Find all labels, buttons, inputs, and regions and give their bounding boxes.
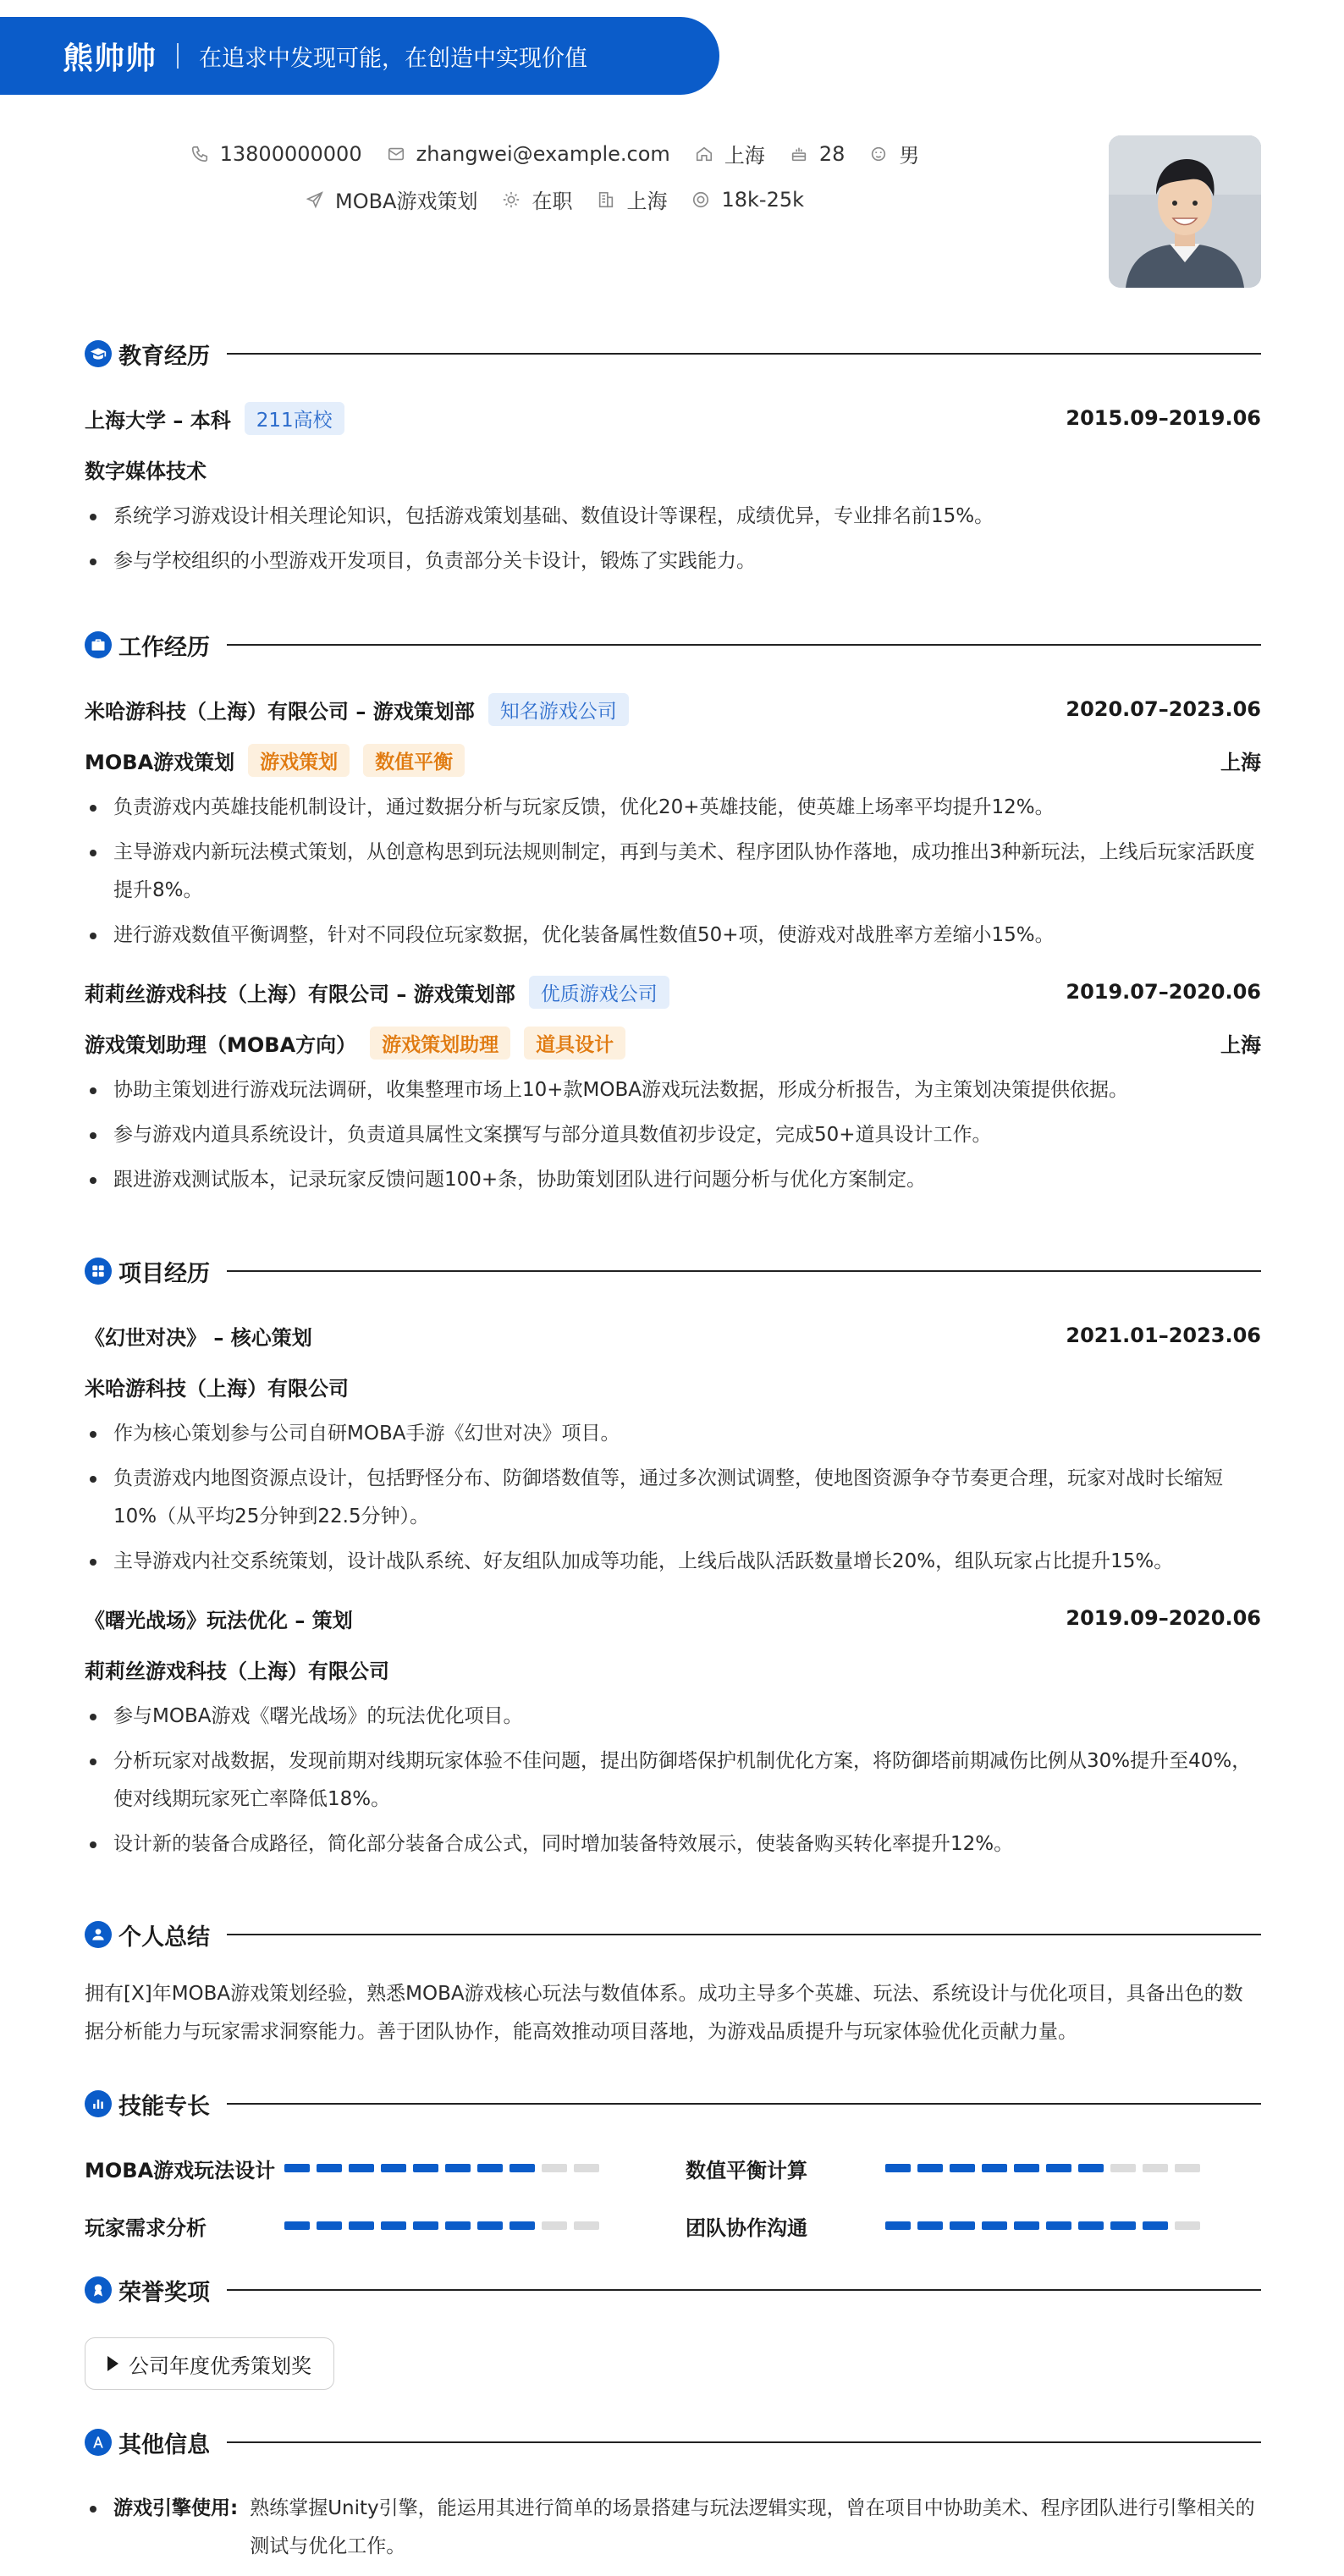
skill-segment bbox=[1078, 2164, 1104, 2172]
candidate-name: 熊帅帅 bbox=[63, 41, 157, 76]
skill-segment bbox=[1046, 2221, 1071, 2230]
banner-divider bbox=[177, 43, 179, 69]
skill-segment bbox=[1110, 2164, 1136, 2172]
skill-level-bar bbox=[885, 2164, 1200, 2172]
skill-segment bbox=[413, 2221, 438, 2230]
skill-segment bbox=[1175, 2221, 1200, 2230]
contact-text: 男 bbox=[899, 144, 920, 168]
skill-segment bbox=[542, 2164, 567, 2172]
user-icon bbox=[85, 1921, 112, 1948]
contact-text: 13800000000 bbox=[219, 141, 362, 166]
section-divider bbox=[227, 1934, 1261, 1935]
entry-header bbox=[85, 975, 1261, 1009]
skill-item bbox=[85, 2151, 686, 2185]
list-item: 主导游戏内新玩法模式策划，从创意构思到玩法规则制定，再到与美术、程序团队协作落地，成功推出3种新玩法，上线后玩家活跃度提升8%。 bbox=[85, 834, 1261, 910]
skill-segment bbox=[917, 2164, 943, 2172]
contact-salary bbox=[691, 188, 804, 212]
list-item: 跟进游戏测试版本，记录玩家反馈问题100+条，协助策划团队进行问题分析与优化方案制定。 bbox=[85, 1161, 1261, 1199]
skill-segment bbox=[445, 2164, 471, 2172]
list-item: 主导游戏内社交系统策划，设计战队系统、好友组队加成等功能，上线后战队活跃数量增长20%，组队玩家占比提升15%。 bbox=[85, 1543, 1261, 1581]
contact-position bbox=[305, 184, 477, 214]
list-item bbox=[85, 2490, 1261, 2566]
contact-text: zhangwei@example.com bbox=[416, 141, 670, 166]
entry-date: 2019.07–2020.06 bbox=[1066, 980, 1261, 1004]
section-divider bbox=[227, 2289, 1261, 2291]
contact-row-2 bbox=[0, 184, 1109, 214]
contact-work-city bbox=[596, 184, 667, 214]
role-tag: 数值平衡 bbox=[363, 744, 465, 777]
skill-segment bbox=[950, 2221, 975, 2230]
work-entry bbox=[85, 692, 1261, 955]
list-item: 参与MOBA游戏《曙光战场》的玩法优化项目。 bbox=[85, 1698, 1261, 1736]
list-item: 协助主策划进行游戏玩法调研，收集整理市场上10+款MOBA游戏玩法数据，形成分析报告，为主策划决策提供依据。 bbox=[85, 1071, 1261, 1109]
skill-segment bbox=[1143, 2221, 1168, 2230]
entry-subheader bbox=[85, 1026, 1261, 1060]
skill-segment bbox=[574, 2164, 599, 2172]
skill-name: 团队协作沟通 bbox=[686, 2215, 807, 2240]
text-a-icon bbox=[85, 2429, 112, 2456]
section-title bbox=[85, 1254, 1261, 1288]
skill-segment bbox=[317, 2164, 342, 2172]
skill-segment bbox=[1110, 2221, 1136, 2230]
list-item: 负责游戏内英雄技能机制设计，通过数据分析与玩家反馈，优化20+英雄技能，使英雄上场率平均提升12%。 bbox=[85, 789, 1261, 827]
contact-city bbox=[694, 139, 765, 168]
send-icon bbox=[305, 190, 325, 210]
education-section bbox=[85, 337, 1261, 581]
play-icon bbox=[107, 2356, 118, 2371]
other-bullets bbox=[85, 2490, 1261, 2566]
contact-gender bbox=[868, 139, 919, 168]
building-icon bbox=[596, 190, 616, 210]
skills-section bbox=[85, 2087, 1261, 2243]
contact-text: MOBA游戏策划 bbox=[334, 190, 478, 213]
work-section bbox=[85, 628, 1261, 1199]
education-entry bbox=[85, 401, 1261, 581]
skill-segment bbox=[317, 2221, 342, 2230]
project-bullets bbox=[85, 1698, 1261, 1863]
avatar bbox=[1109, 135, 1261, 288]
section-divider bbox=[227, 353, 1261, 355]
section-divider bbox=[227, 2103, 1261, 2105]
other-key: 游戏引擎使用: bbox=[113, 2497, 239, 2519]
project-entry bbox=[85, 1601, 1261, 1863]
company-tag: 知名游戏公司 bbox=[488, 693, 629, 726]
skill-segment bbox=[1143, 2164, 1168, 2172]
skill-segment bbox=[413, 2164, 438, 2172]
skill-item bbox=[686, 2209, 1261, 2243]
entry-subheader bbox=[85, 1369, 1261, 1403]
phone-icon bbox=[190, 144, 210, 164]
projects-section bbox=[85, 1254, 1261, 1863]
awards-section bbox=[85, 2273, 1261, 2390]
list-item: 作为核心策划参与公司自研MOBA手游《幻世对决》项目。 bbox=[85, 1415, 1261, 1453]
skill-segment bbox=[917, 2221, 943, 2230]
role-tag: 道具设计 bbox=[524, 1027, 625, 1060]
list-item: 参与游戏内道具系统设计，负责道具属性文案撰写与部分道具数值初步设定，完成50+道具设计工作。 bbox=[85, 1116, 1261, 1154]
mail-icon bbox=[386, 144, 406, 164]
major: 数字媒体技术 bbox=[85, 459, 207, 483]
other-value: 熟练掌握Unity引擎，能运用其进行简单的场景搭建与玩法逻辑实现，曾在项目中协助美术、程序团队进行引擎相关的测试与优化工作。 bbox=[250, 2497, 1255, 2557]
skill-segment bbox=[284, 2221, 310, 2230]
skill-segment bbox=[445, 2221, 471, 2230]
section-name: 技能专长 bbox=[118, 2093, 210, 2120]
section-name: 工作经历 bbox=[118, 634, 210, 661]
skill-name: 玩家需求分析 bbox=[85, 2215, 207, 2240]
bar-chart-icon bbox=[85, 2090, 112, 2117]
contact-text: 上海 bbox=[724, 144, 765, 168]
list-item: 系统学习游戏设计相关理论知识，包括游戏策划基础、数值设计等课程，成绩优异，专业排名前15%。 bbox=[85, 498, 1261, 536]
list-item: 进行游戏数值平衡调整，针对不同段位玩家数据，优化装备属性数值50+项，使游戏对战胜率方差缩小15%。 bbox=[85, 916, 1261, 955]
project-entry bbox=[85, 1318, 1261, 1581]
project-name: 《幻世对决》 – 核心策划 bbox=[85, 1325, 312, 1350]
section-title bbox=[85, 2425, 1261, 2459]
skill-segment bbox=[510, 2164, 535, 2172]
contact-phone bbox=[190, 142, 362, 166]
contact-text: 在职 bbox=[532, 190, 573, 213]
project-bullets bbox=[85, 1415, 1261, 1581]
contact-age bbox=[789, 142, 846, 166]
school-name: 上海大学 – 本科 bbox=[85, 408, 231, 432]
section-name: 其他信息 bbox=[118, 2431, 210, 2458]
section-title bbox=[85, 337, 1261, 371]
section-name: 项目经历 bbox=[118, 1260, 210, 1287]
skill-segment bbox=[982, 2221, 1007, 2230]
list-item: 分析玩家对战数据，发现前期对线期玩家体验不佳问题，提出防御塔保护机制优化方案，将防御塔前期减伤比例从30%提升至40%，使对线期玩家死亡率降低18%。 bbox=[85, 1742, 1261, 1819]
work-bullets bbox=[85, 789, 1261, 955]
role-name: MOBA游戏策划 bbox=[85, 750, 235, 774]
slogan: 在追求中发现可能，在创造中实现价值 bbox=[199, 45, 588, 72]
section-name: 教育经历 bbox=[118, 343, 210, 370]
entry-date: 2021.01–2023.06 bbox=[1066, 1324, 1261, 1347]
skill-segment bbox=[477, 2221, 503, 2230]
header-banner bbox=[0, 17, 719, 95]
contact-text: 28 bbox=[818, 141, 846, 166]
contact-row-1 bbox=[0, 139, 1109, 168]
contact-status bbox=[501, 184, 572, 214]
skill-segment bbox=[885, 2221, 911, 2230]
entry-date: 2020.07–2023.06 bbox=[1066, 697, 1261, 721]
cake-icon bbox=[789, 144, 809, 164]
entry-header bbox=[85, 1601, 1261, 1635]
section-divider bbox=[227, 644, 1261, 646]
skill-segment bbox=[381, 2221, 406, 2230]
skills-grid bbox=[85, 2151, 1261, 2243]
school-tag: 211高校 bbox=[245, 402, 344, 435]
skill-segment bbox=[1078, 2221, 1104, 2230]
skill-item bbox=[85, 2209, 686, 2243]
section-title bbox=[85, 2273, 1261, 2307]
section-name: 个人总结 bbox=[118, 1924, 210, 1951]
company-tag: 优质游戏公司 bbox=[529, 976, 669, 1009]
skill-level-bar bbox=[284, 2221, 599, 2230]
skill-segment bbox=[982, 2164, 1007, 2172]
work-city: 上海 bbox=[1220, 1032, 1261, 1057]
status-icon bbox=[501, 190, 521, 210]
education-bullets bbox=[85, 498, 1261, 581]
skill-segment bbox=[284, 2164, 310, 2172]
contact-text: 18k-25k bbox=[721, 187, 805, 212]
contact-email bbox=[386, 142, 670, 166]
graduation-cap-icon bbox=[85, 340, 112, 367]
summary-section bbox=[85, 1918, 1261, 2051]
work-entry bbox=[85, 975, 1261, 1199]
home-icon bbox=[694, 144, 714, 164]
role-name: 游戏策划助理（MOBA方向） bbox=[85, 1032, 357, 1057]
summary-text: 拥有[X]年MOBA游戏策划经验，熟悉MOBA游戏核心玩法与数值体系。成功主导多个英雄、玩法、系统设计与优化项目，具备出色的数据分析能力与玩家需求洞察能力。善于团队协作，能高效推动项目落地，为游戏品质提升与玩家体验优化贡献力量。 bbox=[85, 1983, 1243, 2043]
skill-name: 数值平衡计算 bbox=[686, 2158, 807, 2182]
gender-icon bbox=[868, 144, 889, 164]
skill-segment bbox=[1014, 2164, 1039, 2172]
project-company: 莉莉丝游戏科技（上海）有限公司 bbox=[85, 1659, 389, 1683]
company-name: 米哈游科技（上海）有限公司 – 游戏策划部 bbox=[85, 699, 475, 724]
skill-segment bbox=[510, 2221, 535, 2230]
skill-segment bbox=[381, 2164, 406, 2172]
section-title bbox=[85, 1918, 1261, 1951]
skill-segment bbox=[477, 2164, 503, 2172]
skill-segment bbox=[349, 2164, 374, 2172]
section-title bbox=[85, 628, 1261, 662]
contact-text: 上海 bbox=[626, 190, 668, 213]
award-label: 公司年度优秀策划奖 bbox=[129, 2353, 311, 2378]
skill-name: MOBA游戏玩法设计 bbox=[85, 2158, 276, 2182]
award-icon bbox=[85, 2276, 112, 2304]
salary-icon bbox=[691, 190, 711, 210]
skill-item bbox=[686, 2151, 1261, 2185]
list-item: 参与学校组织的小型游戏开发项目，负责部分关卡设计，锻炼了实践能力。 bbox=[85, 542, 1261, 581]
project-company: 米哈游科技（上海）有限公司 bbox=[85, 1376, 349, 1401]
company-name: 莉莉丝游戏科技（上海）有限公司 – 游戏策划部 bbox=[85, 982, 515, 1006]
skill-segment bbox=[1014, 2221, 1039, 2230]
entry-date: 2019.09–2020.06 bbox=[1066, 1606, 1261, 1630]
section-divider bbox=[227, 2441, 1261, 2443]
skill-segment bbox=[349, 2221, 374, 2230]
role-tag: 游戏策划 bbox=[248, 744, 350, 777]
skill-segment bbox=[885, 2164, 911, 2172]
skill-segment bbox=[1046, 2164, 1071, 2172]
entry-header bbox=[85, 692, 1261, 726]
skill-segment bbox=[950, 2164, 975, 2172]
entry-subheader bbox=[85, 452, 1261, 486]
skill-segment bbox=[542, 2221, 567, 2230]
grid-icon bbox=[85, 1258, 112, 1285]
award-item[interactable] bbox=[85, 2337, 334, 2390]
skill-level-bar bbox=[885, 2221, 1200, 2230]
list-item: 设计新的装备合成路径，简化部分装备合成公式，同时增加装备特效展示，使装备购买转化率提升12%。 bbox=[85, 1825, 1261, 1863]
section-name: 荣誉奖项 bbox=[118, 2279, 210, 2306]
skill-level-bar bbox=[284, 2164, 599, 2172]
project-name: 《曙光战场》玩法优化 – 策划 bbox=[85, 1608, 353, 1632]
section-divider bbox=[227, 1270, 1261, 1272]
entry-header bbox=[85, 1318, 1261, 1352]
work-bullets bbox=[85, 1071, 1261, 1199]
list-item: 负责游戏内地图资源点设计，包括野怪分布、防御塔数值等，通过多次测试调整，使地图资源争夺节奏更合理，玩家对战时长缩短10%（从平均25分钟到22.5分钟）。 bbox=[85, 1460, 1261, 1536]
briefcase-icon bbox=[85, 631, 112, 658]
other-section bbox=[85, 2425, 1261, 2566]
skill-segment bbox=[574, 2221, 599, 2230]
entry-header bbox=[85, 401, 1261, 435]
entry-date: 2015.09–2019.06 bbox=[1066, 406, 1261, 430]
work-city: 上海 bbox=[1220, 750, 1261, 774]
skill-segment bbox=[1175, 2164, 1200, 2172]
role-tag: 游戏策划助理 bbox=[370, 1027, 510, 1060]
entry-subheader bbox=[85, 743, 1261, 777]
section-title bbox=[85, 2087, 1261, 2121]
entry-subheader bbox=[85, 1652, 1261, 1686]
